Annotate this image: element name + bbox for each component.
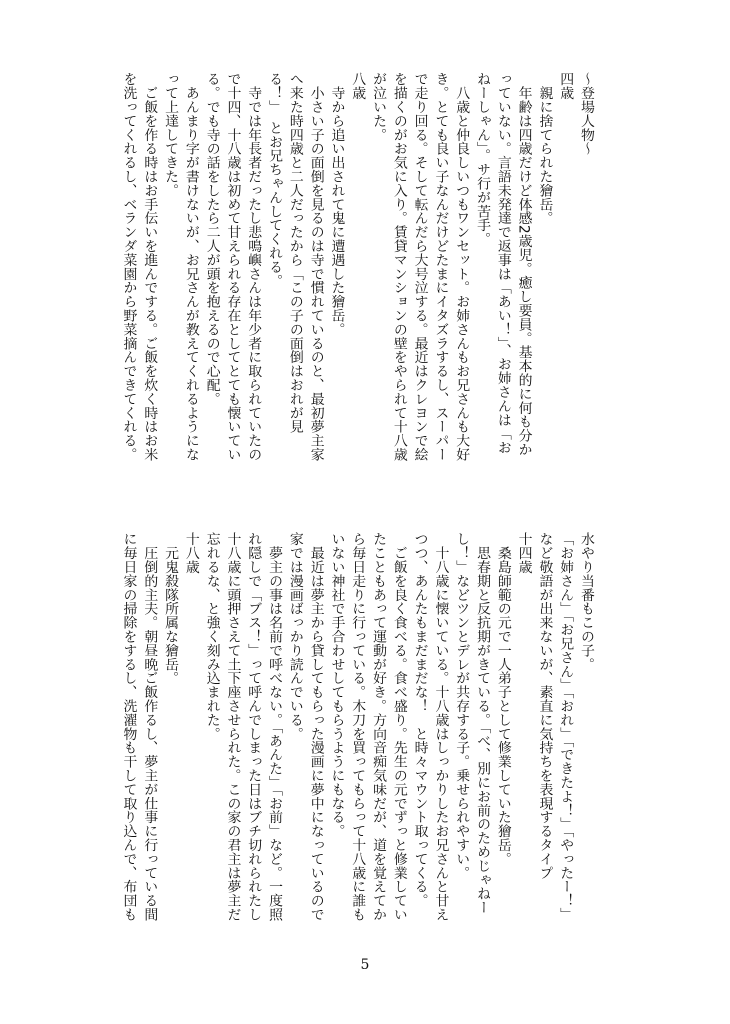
text-line: で走り回る。そして転んだら大号泣する。最近はクレヨンで絵 — [411, 72, 428, 462]
text-line: あんまり字が書けないが、お兄さんが教えてくれるようにな — [182, 72, 199, 462]
text-line: ～登場人物～ — [578, 72, 594, 156]
text-line: ら毎日走りに行っている。木刀を買ってもらって十八歳に誰も — [349, 532, 366, 922]
text-line: が泣いた。 — [370, 72, 387, 142]
text-line: し！」などツンとデレが共存する子。乗せられやすい。 — [453, 532, 470, 880]
text-line: 八歳と仲良しいつもワンセット。お姉さんもお兄さんも大好 — [453, 72, 470, 462]
text-line: 十四歳 — [515, 532, 532, 574]
text-line: 寺から追い出されて鬼に遭遇した獪岳。 — [328, 72, 345, 337]
text-line: を洗ってくれるし、ベランダ菜園から野菜摘んできてくれる。 — [120, 72, 137, 462]
text-line: 圧倒的主夫。朝昼晩ご飯作るし、夢主が仕事に行っている間 — [141, 532, 158, 922]
text-line: など敬語が出来ないが、素直に気持ちを表現するタイプ — [536, 532, 553, 880]
text-line: 桑島師範の元で一人弟子として修業していた獪岳。 — [494, 532, 511, 866]
text-line: を描くのがお気に入り。賃貸マンションの壁をやられて十八歳 — [390, 72, 407, 462]
bottom-text-block — [118, 532, 596, 924]
text-line: 夢主の事は名前で呼べない。「あんた」「お前」など。一度照 — [266, 532, 283, 922]
text-line: たこともあって運動が好き。方向音痴気味だが、道を覚えてか — [370, 532, 387, 922]
text-line: 十八歳に頭押さえて土下座させられた。この家の君主は夢主だ — [224, 532, 241, 922]
text-line: っていない。言語未発達で返事は「あい！」、お姉さんは「お — [494, 72, 511, 455]
text-line: って上達してきた。 — [162, 72, 179, 198]
text-line: 寺では年長者だったし悲鳴嶼さんは年少者に取られていたの — [245, 72, 262, 462]
text-line: き。とても良い子なんだけどたまにイタズラするし、スーパー — [432, 72, 449, 462]
page-number: 5 — [360, 957, 370, 973]
text-line: で十四、十八歳は初めて甘えられる存在としてとても懐いてい — [224, 72, 241, 462]
text-line: 四歳 — [557, 72, 574, 100]
text-line: る。でも寺の話をしたら二人が頭を抱えるので心配。 — [203, 72, 220, 406]
text-line: 思春期と反抗期がきている。「べ、別にお前のためじゃねー — [474, 532, 491, 915]
text-line: 忘れるな、と強く刻み込まれた。 — [203, 532, 220, 741]
text-line: る！」 とお兄ちゃんしてくれる。 — [266, 72, 283, 288]
text-line: 十八歳に懐いている。十八歳はしっかりしたお兄さんと甘え — [432, 532, 449, 922]
text-line: 元鬼殺隊所属な獪岳。 — [162, 532, 179, 685]
text-line: に毎日家の掃除をするし、洗濯物も干して取り込んで、布団も — [120, 532, 137, 922]
text-line: 小さい子の面倒を見るのは寺で慣れているのと、最初夢主家 — [307, 72, 324, 462]
text-line: 年齢は四歳だけど体感2歳児。癒し要員。基本的に何も分か — [515, 72, 532, 457]
text-line: 水やり当番もこの子。 — [578, 532, 594, 671]
text-line: 「お姉さん」「お兄さん」「おれ」「できたよ！」「やったー！」 — [557, 532, 574, 922]
text-line: へ来た時四歳と二人だったから「この子の面倒はおれが見 — [286, 72, 303, 434]
text-line: いない神社で手合わせしてもらうようにもなる。 — [328, 532, 345, 838]
text-line: 十八歳 — [182, 532, 199, 574]
text-line: 最近は夢主から貸してもらった漫画に夢中になっているので — [307, 532, 324, 922]
text-line: 親に捨てられた獪岳。 — [536, 72, 553, 225]
text-line: つつ、あんたもまだまだな！ と時々マウント取ってくる。 — [411, 532, 428, 908]
text-line: ご飯を作る時はお手伝いを進んでする。ご飯を炊く時はお米 — [141, 72, 158, 462]
text-line: れ隠しで「ブス！」って呼んでしまった日はブチ切れられたし — [245, 532, 262, 922]
text-line: ねーしゃん」。サ行が苦手。 — [474, 72, 491, 246]
text-line: 家では漫画ばっかり読んでいる。 — [286, 532, 303, 741]
text-line: ご飯を良く食べる。食べ盛り。先生の元でずっと修業してい — [390, 532, 407, 922]
text-line: 八歳 — [349, 72, 366, 100]
top-text-block — [118, 72, 596, 464]
